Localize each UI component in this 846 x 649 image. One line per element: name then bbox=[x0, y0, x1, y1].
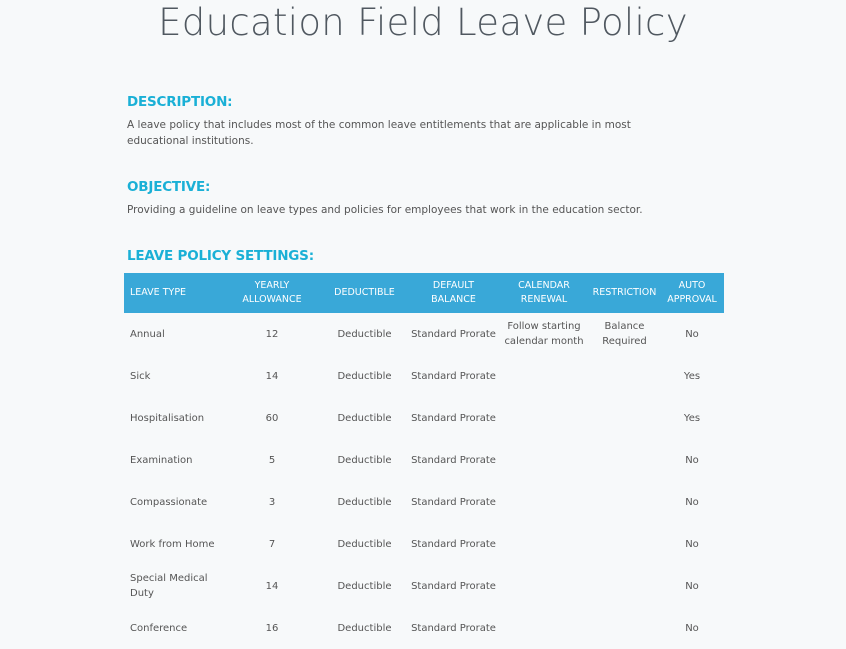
table-cell: 12 bbox=[265, 328, 279, 340]
column-header: DEFAULT BALANCE bbox=[408, 273, 499, 313]
column-header: RESTRICTION bbox=[589, 273, 660, 313]
column-header: DEDUCTIBLE bbox=[321, 273, 408, 313]
table-cell bbox=[589, 565, 660, 607]
table-cell: Deductible bbox=[337, 538, 392, 550]
table-cell: Standard Prorate bbox=[411, 622, 496, 634]
table-cell: 14 bbox=[265, 370, 279, 382]
table-cell: Yes bbox=[683, 412, 701, 424]
table-cell bbox=[589, 397, 660, 439]
column-header: YEARLY ALLOWANCE bbox=[223, 273, 321, 313]
table-cell: Deductible bbox=[337, 496, 392, 508]
table-row bbox=[124, 565, 724, 607]
table-cell: No bbox=[685, 328, 699, 340]
table-cell: Standard Prorate bbox=[411, 454, 496, 466]
table-cell: Compassionate bbox=[130, 496, 208, 508]
table-cell: Deductible bbox=[337, 580, 392, 592]
table-row bbox=[124, 439, 724, 481]
table-cell bbox=[499, 439, 589, 481]
table-cell: Standard Prorate bbox=[411, 328, 496, 340]
table-cell bbox=[499, 523, 589, 565]
table-cell bbox=[589, 607, 660, 649]
leave-policy-table bbox=[124, 273, 724, 649]
table-cell: Balance Required bbox=[602, 321, 647, 347]
table-cell: 60 bbox=[265, 412, 279, 424]
table-cell: Standard Prorate bbox=[411, 538, 496, 550]
column-header: LEAVE TYPE bbox=[124, 273, 223, 313]
table-row bbox=[124, 313, 724, 355]
table-cell: No bbox=[685, 454, 699, 466]
table-cell: 7 bbox=[268, 538, 276, 550]
page-title: Education Field Leave Policy bbox=[158, 1, 688, 44]
column-header: AUTO APPROVAL bbox=[660, 273, 724, 313]
table-cell: Deductible bbox=[337, 328, 392, 340]
table-cell: Annual bbox=[130, 328, 165, 340]
objective-heading: OBJECTIVE: bbox=[127, 179, 211, 195]
table-cell bbox=[589, 439, 660, 481]
leave-policy-settings-heading: LEAVE POLICY SETTINGS: bbox=[127, 248, 314, 264]
table-cell bbox=[589, 523, 660, 565]
table-cell: Deductible bbox=[337, 454, 392, 466]
table-cell: Examination bbox=[130, 454, 193, 466]
table-row bbox=[124, 607, 724, 649]
table-cell: Yes bbox=[683, 370, 701, 382]
table-row bbox=[124, 397, 724, 439]
table-cell: Standard Prorate bbox=[411, 580, 496, 592]
description-heading: DESCRIPTION: bbox=[127, 94, 233, 110]
table-cell: 14 bbox=[265, 580, 279, 592]
table-cell: Standard Prorate bbox=[411, 370, 496, 382]
table-cell: Deductible bbox=[337, 412, 392, 424]
table-row bbox=[124, 355, 724, 397]
table-cell: No bbox=[685, 538, 699, 550]
table-cell: Standard Prorate bbox=[411, 412, 496, 424]
table-row bbox=[124, 481, 724, 523]
table-body bbox=[124, 313, 724, 649]
table-cell: Deductible bbox=[337, 622, 392, 634]
table-cell: Hospitalisation bbox=[130, 412, 205, 424]
table-row bbox=[124, 523, 724, 565]
table-cell bbox=[499, 355, 589, 397]
table-cell: Special Medical Duty bbox=[130, 573, 208, 599]
table-cell: Sick bbox=[130, 370, 151, 382]
description-text: A leave policy that includes most of the common leave entitlements that are applicable in most educational institutions. bbox=[127, 119, 631, 147]
table-cell bbox=[589, 355, 660, 397]
table-cell: No bbox=[685, 622, 699, 634]
table-cell bbox=[589, 481, 660, 523]
objective-text: Providing a guideline on leave types and policies for employees that work in the education sector. bbox=[127, 204, 643, 216]
table-cell: Deductible bbox=[337, 370, 392, 382]
table-cell: 3 bbox=[268, 496, 276, 508]
table-cell: Follow starting calendar month bbox=[504, 321, 584, 347]
column-header: CALENDAR RENEWAL bbox=[499, 273, 589, 313]
table-cell: Work from Home bbox=[130, 538, 215, 550]
table-cell: 16 bbox=[265, 622, 279, 634]
table-cell bbox=[499, 481, 589, 523]
table-cell: Standard Prorate bbox=[411, 496, 496, 508]
table-header-row bbox=[124, 273, 724, 313]
table-cell bbox=[499, 397, 589, 439]
table-cell bbox=[499, 565, 589, 607]
table-cell: Conference bbox=[130, 622, 188, 634]
table-cell: No bbox=[685, 496, 699, 508]
table-cell: No bbox=[685, 580, 699, 592]
table-cell bbox=[499, 607, 589, 649]
table-cell: 5 bbox=[268, 454, 276, 466]
